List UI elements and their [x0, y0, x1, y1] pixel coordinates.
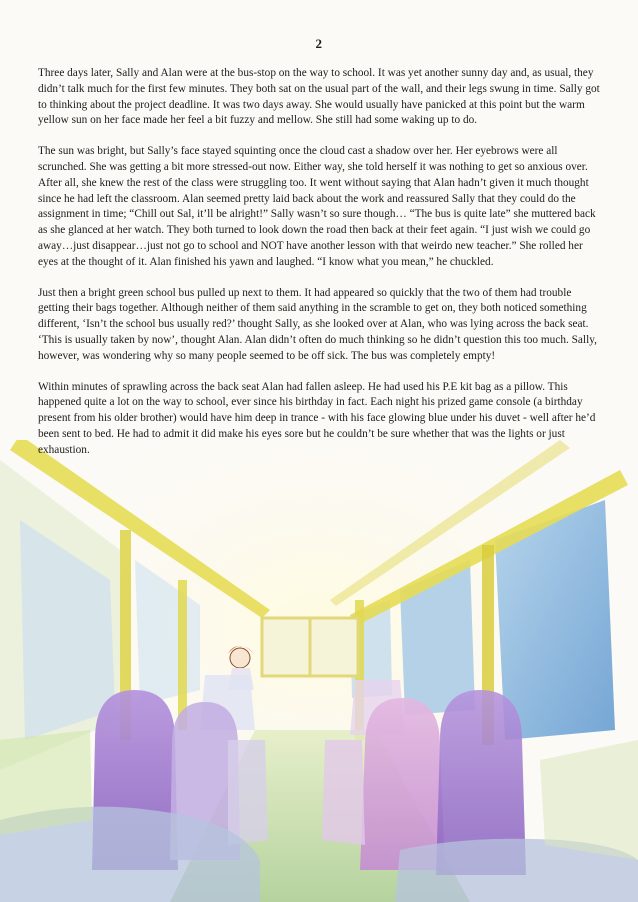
story-text — [38, 66, 604, 474]
paragraph: Three days later, Sally and Alan were at the bus-stop on the way to school. It was yet another sunny day and, as usual, they didn’t talk much for the first few minutes. They both sat on the usual part of the wall, and their legs swung in time. Sally got to thinking about the project deadline. It was two days away. She would usually have panicked at this point but the warm yellow sun on her face made her feel a bit fuzzy and mellow. She still had some waking up to do. — [38, 67, 600, 127]
paragraph: Just then a bright green school bus pulled up next to them. It had appeared so quickly that the two of them had trouble getting their bags together. Although neither of them said anything in the scramble to get on, they both noticed something different, ‘Isn’t the school bus usually red?’ thought Sally, as she looked over at Alan, who was lying across the back seat. ‘This is usually taken by now’, thought Alan. Alan didn’t often do much thinking so he didn’t question this too much. Sally, however, was wondering why so many people seemed to be off sick. The bus was completely empty! — [38, 286, 597, 362]
bus-interior-watercolor-illustration — [0, 440, 638, 902]
lower-right-wash — [540, 740, 638, 860]
seat-right-3 — [322, 740, 365, 845]
lower-left-wash — [0, 730, 92, 835]
paragraph: The sun was bright, but Sally’s face stayed squinting once the cloud cast a shadow over her. Her eyebrows were all scrunched. She was getting a bit more stressed-out now. Either way, she told herself it was nothing to get so anxious over. After all, she knew the rest of the class were struggling too. It went without saying that Alan hadn’t given it much thought since he had left the classroom. Alan seemed pretty laid back about the work and reassured Sally that they could do the assignment in time; “Chill out Sal, it’ll be alright!” Sally wasn’t so sure though… “The bus is quite late” she muttered back as she glanced at her watch. They both turned to look down the road then back at their feet again. “I just wish we could go away…just disappear…just not go to school and NOT have another lesson with that weirdo new teacher.” She rolled her eyes at the thought of it. Alan finished his yawn and laughed. “I know what you mean,” he chuckled. — [38, 145, 596, 268]
seat-left-3 — [228, 740, 268, 845]
seat-right-1 — [360, 698, 445, 870]
paragraph: Within minutes of sprawling across the back seat Alan had fallen asleep. He had used his P.E kit bag as a pillow. This happened quite a lot on the way to school, ever since his birthday in fact. Each night his prized game console (a birthday present from his older brother) would have him deep in trance - with his face glowing blue under his duvet - well after he’d been sent to bed. He had to admit it did make his eyes sore but he couldn’t be sure whether that was the lights or just exhaustion. — [38, 380, 596, 456]
page-number: 2 — [315, 36, 323, 51]
